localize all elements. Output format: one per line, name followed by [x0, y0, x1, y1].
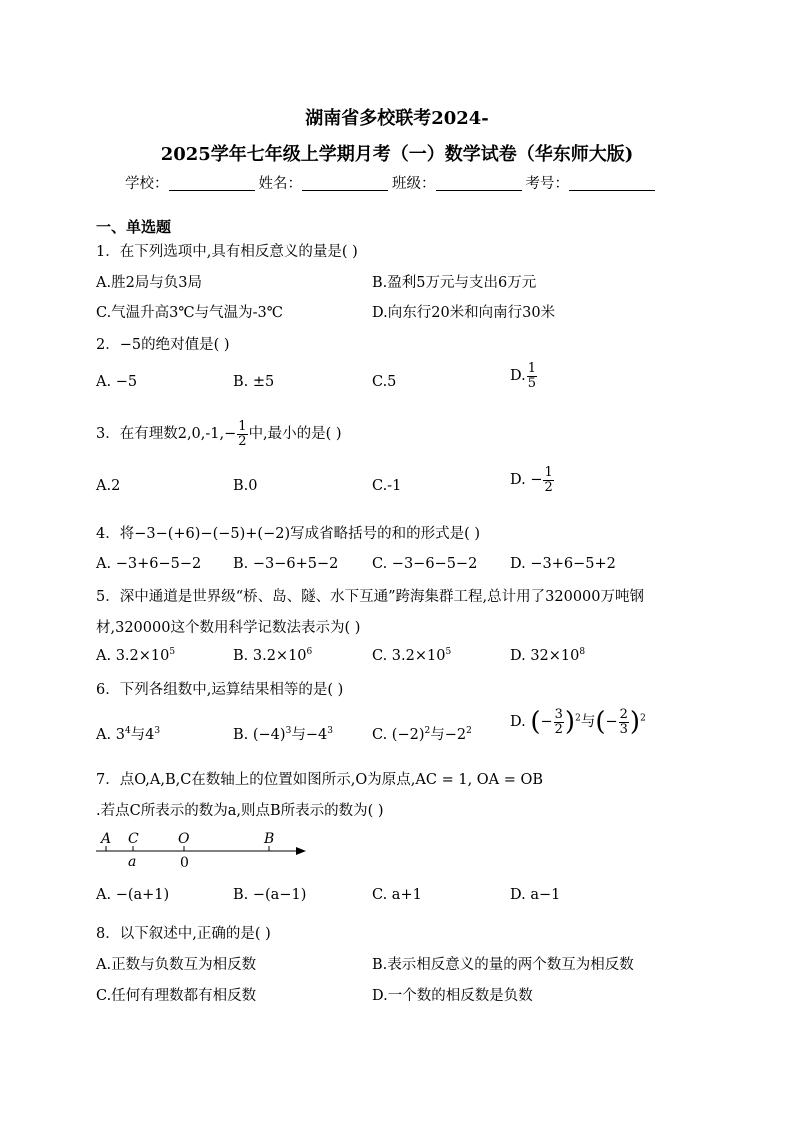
name-field[interactable]: [302, 176, 388, 192]
q8-option-b: B.表示相反意义的量的两个数互为相反数: [372, 957, 634, 973]
q3-option-c: C.-1: [372, 478, 402, 494]
q6-stem: 6．下列各组数中,运算结果相等的是( ): [96, 682, 344, 698]
exam-title-line2: 2025学年七年级上学期月考（一）数学试卷（华东师大版): [160, 144, 634, 165]
q7-option-d: D. a−1: [510, 887, 561, 903]
q6-option-a: A. $3^4$与$4^3$: [96, 726, 161, 743]
q3-option-d: D. − $\frac{1}{2}$: [510, 465, 553, 495]
q1-stem: 1．在下列选项中,具有相反意义的量是( ): [96, 244, 358, 260]
fraction: $\frac{1}{5}$: [527, 361, 536, 391]
q7-option-a: A. −(a+1): [96, 887, 170, 903]
q1-option-d: D.向东行20米和向南行30米: [372, 305, 556, 321]
number-line-figure: [90, 826, 320, 874]
class-label: 班级：: [392, 176, 436, 192]
q3-option-a: A.2: [96, 478, 121, 494]
q4-option-d: D. −3+6−5+2: [510, 556, 616, 572]
q2-stem: 2．−5的绝对值是( ): [96, 337, 230, 353]
q7-stem-line2: .若点C所表示的数为a,则点B所表示的数为( ): [96, 803, 384, 819]
point-label-o: O: [178, 831, 190, 847]
q8-option-d: D.一个数的相反数是负数: [372, 988, 533, 1004]
exam-title-line1: 湖南省多校联考2024-: [305, 108, 489, 129]
fraction: $\frac{1}{2}$: [238, 419, 247, 449]
q2-option-c: C.5: [372, 374, 397, 390]
school-field[interactable]: [169, 176, 255, 192]
q5-stem-line2: 材,320000这个数用科学记数法表示为( ): [96, 620, 361, 636]
q8-option-a: A.正数与负数互为相反数: [96, 957, 257, 973]
q4-option-a: A. −3+6−5−2: [96, 556, 202, 572]
point-label-a: A: [101, 831, 112, 847]
axis-arrow-icon: [296, 847, 306, 855]
fraction: $\frac{2}{3}$: [619, 707, 628, 737]
q7-option-c: C. a+1: [372, 887, 422, 903]
info-line: [125, 172, 659, 193]
q5-option-a: A. $3.2\times 10^5$: [96, 647, 176, 664]
q4-stem: 4．将−3−(+6)−(−5)+(−2)写成省略括号的和的形式是( ): [96, 526, 481, 542]
q7-stem-line1: 7．点O,A,B,C在数轴上的位置如图所示,O为原点,AC = 1, OA = OB: [96, 772, 544, 788]
point-label-c: C: [128, 831, 139, 847]
q6-option-c: C. $(-2)^2$与$-2^2$: [372, 726, 472, 743]
q5-option-c: C. $3.2\times 10^5$: [372, 647, 452, 664]
value-label-zero: 0: [180, 855, 189, 871]
fraction: $\frac{3}{2}$: [554, 707, 563, 737]
q8-option-c: C.任何有理数都有相反数: [96, 988, 257, 1004]
q3-option-b: B.0: [233, 478, 258, 494]
fraction: $\frac{1}{2}$: [544, 465, 553, 495]
q4-option-c: C. −3−6−5−2: [372, 556, 478, 572]
q1-option-c: C.气温升高3℃与气温为-3℃: [96, 305, 283, 321]
q4-option-b: B. −3−6+5−2: [233, 556, 339, 572]
q5-option-b: B. $3.2\times 10^6$: [233, 647, 313, 664]
q2-option-b: B. ±5: [233, 374, 275, 390]
q1-option-b: B.盈利5万元与支出6万元: [372, 275, 537, 291]
q5-option-d: D. $32\times 10^8$: [510, 647, 586, 664]
q1-option-a: A.胜2局与负3局: [96, 275, 203, 291]
q6-option-b: B. $(-4)^3$与$-4^3$: [233, 726, 333, 743]
point-label-b: B: [264, 831, 275, 847]
q2-option-a: A. −5: [96, 374, 138, 390]
value-label-a: a: [128, 854, 137, 870]
class-field[interactable]: [436, 176, 522, 192]
q5-stem-line1: 5．深中通道是世界级“桥、岛、隧、水下互通”跨海集群工程,总计用了320000万吨钢: [96, 589, 645, 605]
q7-option-b: B. −(a−1): [233, 887, 307, 903]
section-title: 一、单选题: [96, 218, 172, 236]
number-label: 考号：: [525, 176, 569, 192]
number-field[interactable]: [569, 176, 655, 192]
q2-option-d: D. $\frac{1}{5}$: [510, 361, 536, 391]
school-label: 学校：: [125, 176, 169, 192]
q6-option-d: D. (− $\frac{3}{2}$ )$^2$与(− $\frac{2}{3}$ )$^2$: [510, 707, 646, 738]
q8-stem: 8．以下叙述中,正确的是( ): [96, 926, 271, 942]
q3-stem: 3．在有理数2,0,-1,− $\frac{1}{2}$ 中,最小的是( ): [96, 419, 342, 449]
name-label: 姓名：: [258, 176, 302, 192]
